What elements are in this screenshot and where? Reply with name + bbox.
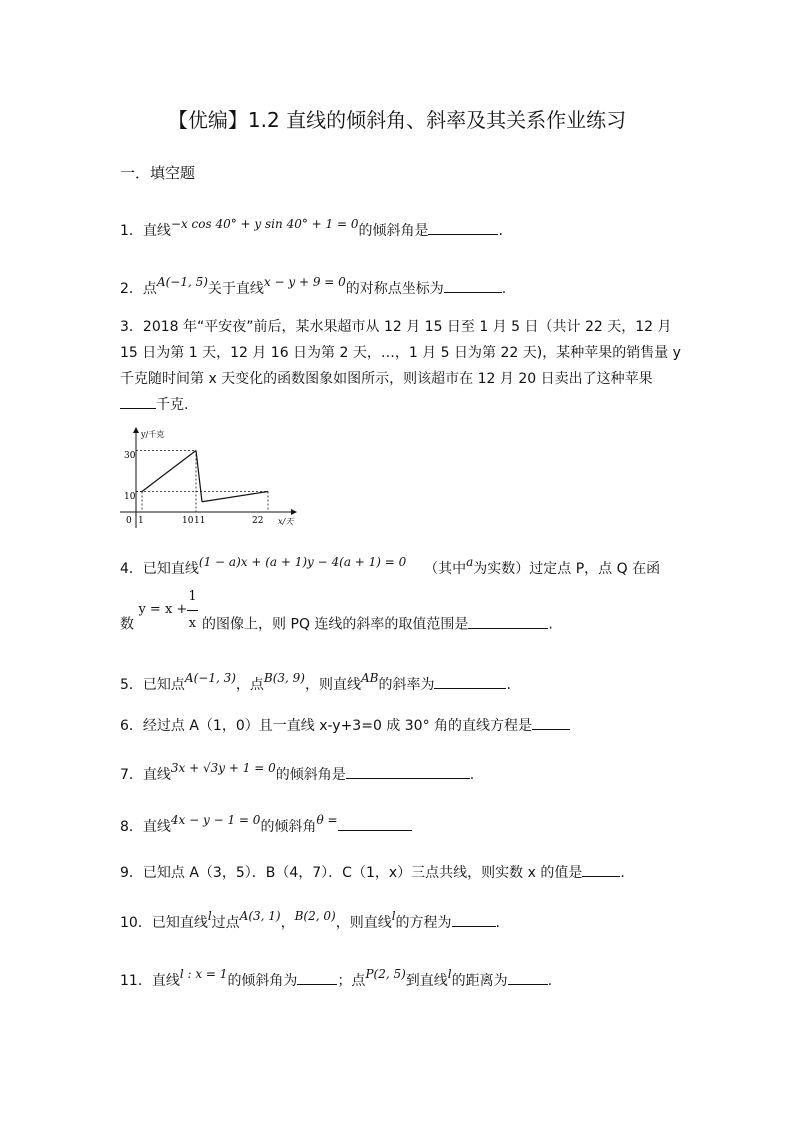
series-line-1 — [202, 492, 268, 502]
answer-blank — [428, 220, 498, 235]
answer-blank — [532, 715, 570, 730]
answer-blank — [120, 394, 156, 409]
math-expression: A(−1, 5) — [156, 275, 208, 289]
math-expression: 4x − y − 1 = 0 — [170, 813, 261, 827]
page-title: 【优编】1.2 直线的倾斜角、斜率及其关系作业练习 — [167, 108, 627, 132]
fraction: $\frac{1}{x}$ — [187, 584, 197, 637]
question-3: 3．2018 年“平安夜”前后，某水果超市从 12 月 15 日至 1 月 5 日（共计 22 天，12 月 15 日为第 1 天，12 月 16 日为第 2 天，…，1 月 5 日为第 22 天)，某种苹果的销售量 y 千克随时间第 x 天变化的函数图象如图所示，则该超市在 12 月 20 日卖出了这种苹果 千克. — [120, 319, 681, 413]
question-4: 4．已知直线(1 − a)x + (a + 1)y − 4(a + 1) = 0 （其中a为实数）过定点 P，点 Q 在函 — [120, 555, 661, 577]
y-tick-label: 30 — [124, 451, 136, 461]
question-5: 5．已知点A(−1, 3)，点B(3, 9)，则直线AB的斜率为 . — [120, 671, 511, 693]
answer-blank — [297, 970, 337, 985]
math-expression: P(2, 5) — [365, 967, 406, 981]
question-1: 1．直线−x cos 40° + y sin 40° + 1 = 0的倾斜角是 . — [120, 217, 503, 239]
math-expression: a — [466, 555, 474, 569]
answer-blank — [582, 862, 620, 877]
math-expression: A(3, 1) — [239, 909, 281, 923]
answer-blank — [468, 614, 548, 629]
function-expression: y = x + — [138, 602, 188, 618]
math-expression: x − y + 9 = 0 — [263, 275, 346, 289]
drop-line — [196, 451, 202, 502]
math-expression: B(2, 0) — [294, 909, 336, 923]
math-expression: B(3, 9) — [263, 671, 305, 685]
question-10: 10．已知直线l过点A(3, 1)，B(2, 0)，则直线l的方程为 . — [120, 909, 500, 931]
answer-blank — [452, 912, 496, 927]
x-tick-label: 1 — [138, 516, 144, 526]
question-6: 6．经过点 A（1，0）且一直线 x-y+3=0 成 30° 角的直线方程是 — [120, 713, 570, 739]
question-7: 7．直线3x + √3y + 1 = 0的倾斜角是 . — [120, 761, 475, 783]
answer-blank — [434, 674, 506, 689]
answer-blank — [338, 816, 412, 831]
section-heading: 一．填空题 — [120, 164, 196, 182]
math-expression: θ = — [316, 813, 338, 827]
math-expression: AB — [361, 671, 379, 685]
x-tick-label: 11 — [194, 516, 206, 526]
math-expression: −x cos 40° + y sin 40° + 1 = 0 — [170, 217, 359, 231]
math-expression: (1 − a)x + (a + 1)y − 4(a + 1) = 0 — [198, 555, 407, 569]
question-2: 2．点A(−1, 5)关于直线x − y + 9 = 0的对称点坐标为 . — [120, 275, 507, 297]
question-11: 11．直线l : x = 1的倾斜角为 ；点P(2, 5)到直线l的距离为 . — [120, 967, 553, 989]
x-tick-label: 22 — [252, 516, 264, 526]
x-tick-label: 10 — [182, 516, 194, 526]
y-tick-label: 10 — [124, 492, 136, 502]
x-axis-label: x/天 — [278, 517, 294, 526]
origin-label: 0 — [126, 516, 132, 526]
question-8: 8．直线4x − y − 1 = 0的倾斜角θ = — [120, 814, 412, 840]
y-axis-label: y/千克 — [141, 430, 165, 439]
question-4-cont: 数 y = x + $\frac{1}{x}$ 的图像上，则 PQ 连线的斜率的取值范围是 . — [120, 598, 553, 651]
math-expression: l — [391, 909, 396, 923]
answer-blank — [444, 278, 502, 293]
math-expression: A(−1, 3) — [184, 671, 236, 685]
sales-chart — [116, 424, 306, 534]
math-expression: l — [447, 967, 452, 981]
answer-blank — [508, 970, 548, 985]
math-expression: 3x + √3y + 1 = 0 — [170, 761, 276, 775]
math-expression: l — [207, 909, 212, 923]
question-9: 9．已知点 A（3，5）．B（4，7）．C（1，x）三点共线，则实数 x 的值是 . — [120, 860, 625, 886]
answer-blank — [346, 764, 470, 779]
math-expression: l : x = 1 — [179, 967, 228, 981]
series-line-0 — [142, 451, 196, 492]
